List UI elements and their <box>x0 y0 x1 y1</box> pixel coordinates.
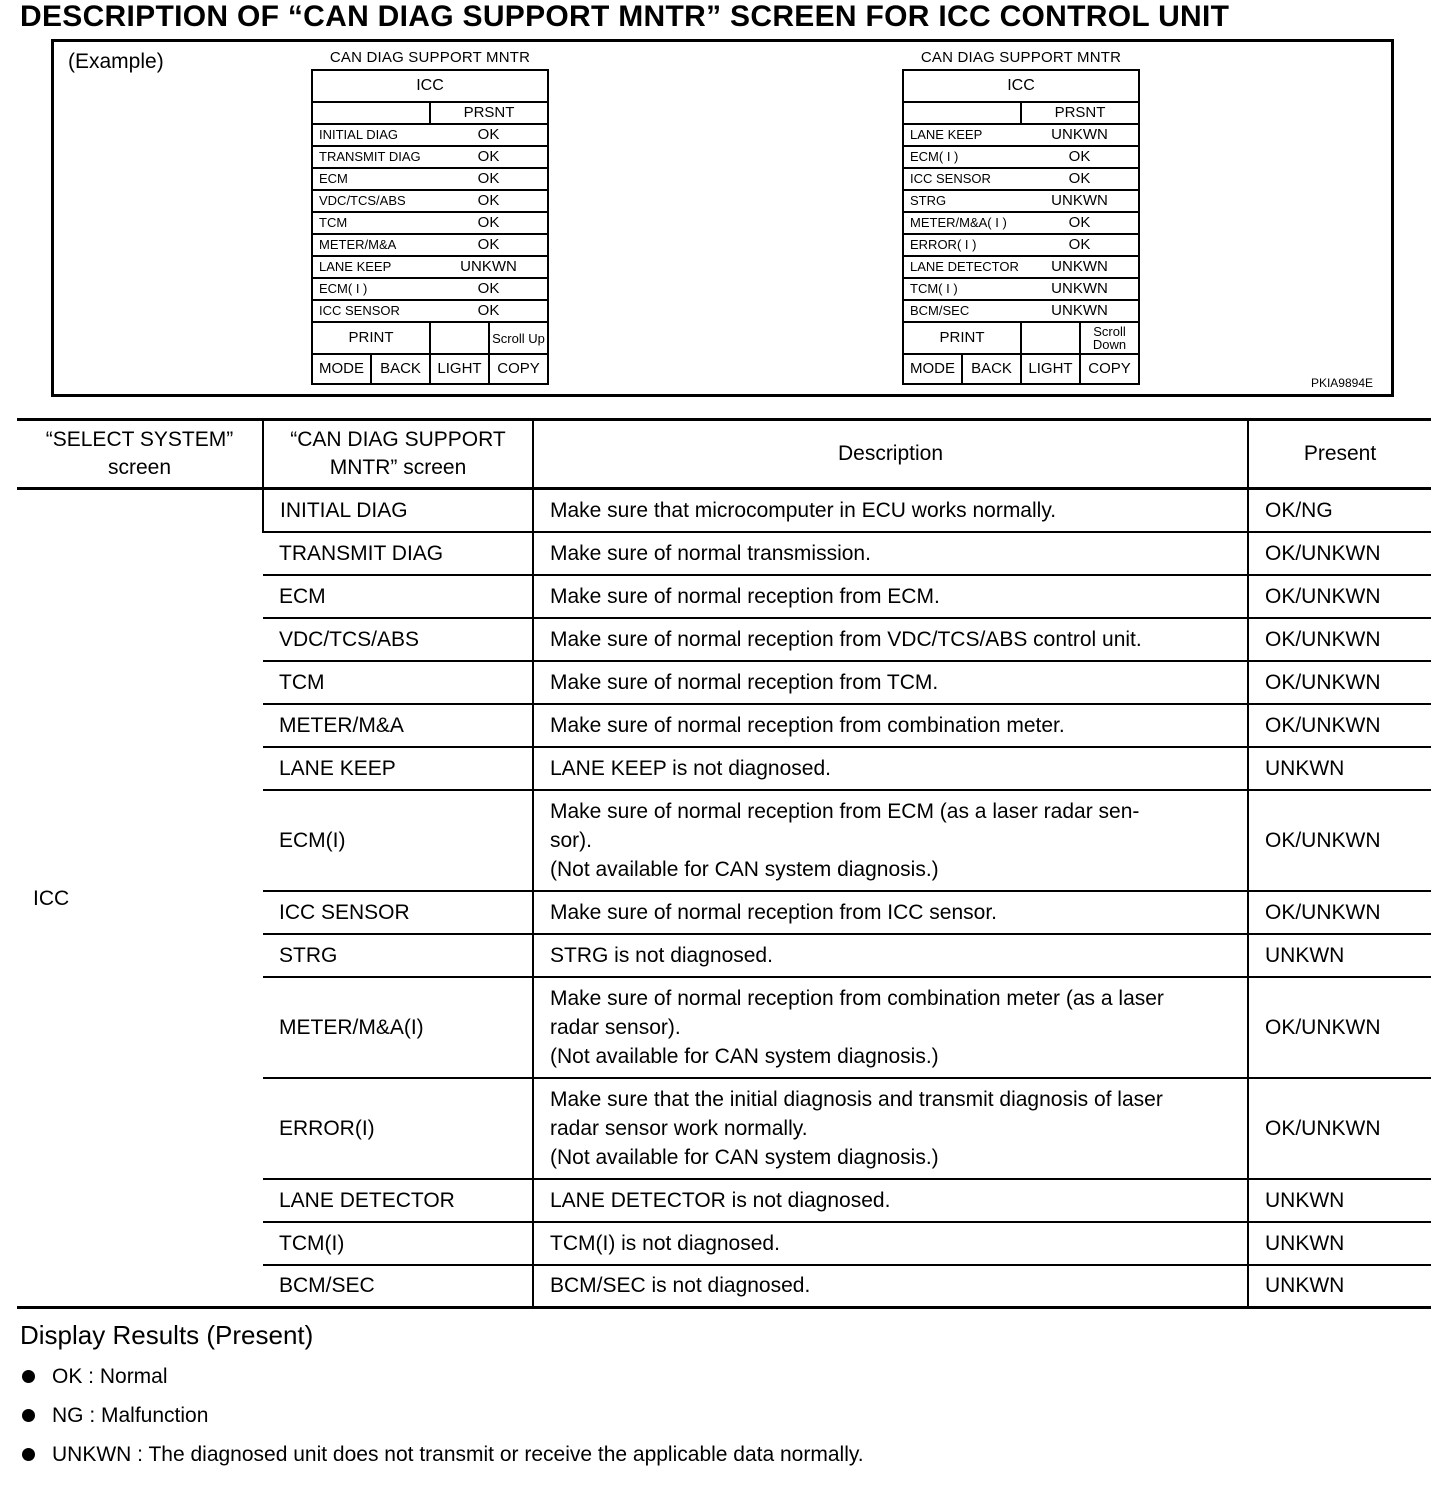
example-label: (Example) <box>68 50 164 73</box>
screen-row <box>903 256 1139 278</box>
bullet-icon <box>22 1409 35 1422</box>
screen-row-name: STRG <box>903 190 1021 212</box>
screen-row <box>312 256 548 278</box>
present-cell: OK/UNKWN <box>1248 891 1431 934</box>
mode-button[interactable]: MODE <box>903 354 962 384</box>
present-cell: OK/NG <box>1248 489 1431 532</box>
screen-blank-header <box>312 102 430 124</box>
back-button[interactable]: BACK <box>371 354 430 384</box>
page-title: DESCRIPTION OF “CAN DIAG SUPPORT MNTR” SCREEN FOR ICC CONTROL UNIT <box>20 0 1230 33</box>
present-cell: OK/UNKWN <box>1248 618 1431 661</box>
screen-row-name: ECM( I ) <box>903 146 1021 168</box>
screen-row <box>903 168 1139 190</box>
present-cell: UNKWN <box>1248 1179 1431 1222</box>
description-cell: TCM(I) is not diagnosed. <box>533 1222 1248 1265</box>
screen-row-value: OK <box>430 278 548 300</box>
copy-button[interactable]: COPY <box>489 354 548 384</box>
bullet-icon <box>22 1370 35 1383</box>
screen-caption: CAN DIAG SUPPORT MNTR <box>329 49 531 66</box>
blank-button <box>1021 322 1080 354</box>
copy-button[interactable]: COPY <box>1080 354 1139 384</box>
description-cell: Make sure of normal reception from combination meter. <box>533 704 1248 747</box>
description-cell: STRG is not diagnosed. <box>533 934 1248 977</box>
screen-row-value: OK <box>430 190 548 212</box>
bullet-icon <box>22 1448 35 1461</box>
item-cell: STRG <box>263 934 533 977</box>
description-line: (Not available for CAN system diagnosis.) <box>550 1145 939 1169</box>
description-cell: LANE DETECTOR is not diagnosed. <box>533 1179 1248 1222</box>
mode-button[interactable]: MODE <box>312 354 371 384</box>
screen-row-name: LANE KEEP <box>903 124 1021 146</box>
print-button[interactable]: PRINT <box>312 322 430 354</box>
list-item <box>20 1365 864 1404</box>
description-cell: Make sure of normal transmission. <box>533 532 1248 575</box>
scroll-down-button[interactable]: Scroll Down <box>1080 322 1139 354</box>
result-text: NG : Malfunction <box>52 1404 209 1427</box>
description-cell: Make sure of normal reception from VDC/TCS/ABS control unit. <box>533 618 1248 661</box>
description-line: (Not available for CAN system diagnosis.) <box>550 857 939 881</box>
screen-row-name: LANE DETECTOR <box>903 256 1021 278</box>
scroll-up-button[interactable]: Scroll Up <box>489 322 548 354</box>
description-cell <box>533 790 1248 891</box>
example-screen-2 <box>902 47 1140 385</box>
screen-row-value: UNKWN <box>430 256 548 278</box>
present-cell: OK/UNKWN <box>1248 977 1431 1078</box>
light-button[interactable]: LIGHT <box>1021 354 1080 384</box>
blank-button <box>430 322 489 354</box>
screen-row-value: OK <box>430 124 548 146</box>
present-cell: UNKWN <box>1248 934 1431 977</box>
screen-row-value: UNKWN <box>1021 124 1139 146</box>
item-cell: TCM(I) <box>263 1222 533 1265</box>
item-cell: BCM/SEC <box>263 1265 533 1308</box>
item-cell: METER/M&A <box>263 704 533 747</box>
description-cell: Make sure of normal reception from ECM. <box>533 575 1248 618</box>
header-present: Present <box>1248 420 1431 489</box>
screen-column-header: PRSNT <box>430 102 548 124</box>
screen-row <box>903 212 1139 234</box>
screen-row-name: ECM <box>312 168 430 190</box>
example-screen-1 <box>311 47 549 385</box>
header-can-diag: “CAN DIAG SUPPORT MNTR” screen <box>263 420 533 489</box>
screen-row <box>903 278 1139 300</box>
description-line: Make sure that the initial diagnosis and transmit diagnosis of laser <box>550 1087 1163 1111</box>
item-cell: TCM <box>263 661 533 704</box>
screen-row-value: OK <box>430 234 548 256</box>
item-cell: METER/M&A(I) <box>263 977 533 1078</box>
screen-row-value: OK <box>430 146 548 168</box>
screen-row-name: LANE KEEP <box>312 256 430 278</box>
screen-row <box>312 234 548 256</box>
present-cell: UNKWN <box>1248 747 1431 790</box>
screen-row <box>312 124 548 146</box>
description-cell: Make sure that microcomputer in ECU works normally. <box>533 489 1248 532</box>
screen-row-value: UNKWN <box>1021 278 1139 300</box>
screen-row <box>312 146 548 168</box>
screen-row <box>903 124 1139 146</box>
present-cell: OK/UNKWN <box>1248 661 1431 704</box>
screen-row-value: OK <box>430 168 548 190</box>
screen-row-value: OK <box>1021 168 1139 190</box>
screen-row-name: METER/M&A <box>312 234 430 256</box>
print-button[interactable]: PRINT <box>903 322 1021 354</box>
item-cell: INITIAL DIAG <box>263 489 533 532</box>
light-button[interactable]: LIGHT <box>430 354 489 384</box>
screen-row-value: OK <box>430 300 548 322</box>
screen-table <box>311 69 549 385</box>
screen-row-value: UNKWN <box>1021 256 1139 278</box>
item-cell: ERROR(I) <box>263 1078 533 1179</box>
screen-row-value: OK <box>430 212 548 234</box>
item-cell: ECM(I) <box>263 790 533 891</box>
screen-row-name: ICC SENSOR <box>903 168 1021 190</box>
list-item <box>20 1404 864 1443</box>
item-cell: LANE DETECTOR <box>263 1179 533 1222</box>
item-cell: LANE KEEP <box>263 747 533 790</box>
header-select-system: “SELECT SYSTEM” screen <box>17 420 263 489</box>
screen-row-value: OK <box>1021 146 1139 168</box>
screen-blank-header <box>903 102 1021 124</box>
description-line: Make sure of normal reception from ECM (as a laser radar sen- <box>550 799 1140 823</box>
item-cell: ICC SENSOR <box>263 891 533 934</box>
description-cell <box>533 977 1248 1078</box>
screen-row <box>312 168 548 190</box>
screen-table <box>902 69 1140 385</box>
description-cell: LANE KEEP is not diagnosed. <box>533 747 1248 790</box>
description-line: (Not available for CAN system diagnosis.) <box>550 1044 939 1068</box>
screen-row-name: METER/M&A( I ) <box>903 212 1021 234</box>
item-cell: TRANSMIT DIAG <box>263 532 533 575</box>
screen-row <box>312 300 548 322</box>
screen-row-value: OK <box>1021 234 1139 256</box>
screen-row-value: OK <box>1021 212 1139 234</box>
results-heading: Display Results (Present) <box>20 1320 314 1350</box>
description-line: radar sensor). <box>550 1015 681 1039</box>
screen-system: ICC <box>903 70 1139 102</box>
screen-row-name: ECM( I ) <box>312 278 430 300</box>
present-cell: UNKWN <box>1248 1222 1431 1265</box>
description-table <box>17 418 1431 1309</box>
screen-row <box>312 212 548 234</box>
list-item <box>20 1443 864 1482</box>
table-row <box>17 489 1431 532</box>
system-cell: ICC <box>17 489 263 1308</box>
present-cell: OK/UNKWN <box>1248 790 1431 891</box>
example-figure <box>51 39 1394 397</box>
screen-row-value: UNKWN <box>1021 190 1139 212</box>
results-list <box>20 1365 864 1482</box>
present-cell: OK/UNKWN <box>1248 575 1431 618</box>
present-cell: UNKWN <box>1248 1265 1431 1308</box>
screen-row-value: UNKWN <box>1021 300 1139 322</box>
screen-column-header: PRSNT <box>1021 102 1139 124</box>
screen-row-name: BCM/SEC <box>903 300 1021 322</box>
header-description: Description <box>533 420 1248 489</box>
table-header-row <box>17 420 1431 489</box>
screen-row <box>903 146 1139 168</box>
present-cell: OK/UNKWN <box>1248 704 1431 747</box>
screen-row-name: VDC/TCS/ABS <box>312 190 430 212</box>
screen-row-name: TCM( I ) <box>903 278 1021 300</box>
screen-row <box>903 190 1139 212</box>
screen-system: ICC <box>312 70 548 102</box>
item-cell: VDC/TCS/ABS <box>263 618 533 661</box>
screen-row <box>903 300 1139 322</box>
screen-row <box>312 190 548 212</box>
description-line: sor). <box>550 828 592 852</box>
figure-id: PKIA9894E <box>1310 376 1373 390</box>
present-cell: OK/UNKWN <box>1248 1078 1431 1179</box>
description-cell: Make sure of normal reception from TCM. <box>533 661 1248 704</box>
item-cell: ECM <box>263 575 533 618</box>
screen-row-name: INITIAL DIAG <box>312 124 430 146</box>
description-line: Make sure of normal reception from combination meter (as a laser <box>550 986 1164 1010</box>
display-results <box>20 1320 864 1482</box>
description-cell <box>533 1078 1248 1179</box>
screen-row-name: TCM <box>312 212 430 234</box>
back-button[interactable]: BACK <box>962 354 1021 384</box>
screen-caption: CAN DIAG SUPPORT MNTR <box>920 49 1122 66</box>
description-cell: BCM/SEC is not diagnosed. <box>533 1265 1248 1308</box>
present-cell: OK/UNKWN <box>1248 532 1431 575</box>
screen-row <box>903 234 1139 256</box>
result-text: UNKWN : The diagnosed unit does not transmit or receive the applicable data normally. <box>52 1443 864 1466</box>
screen-row-name: ERROR( I ) <box>903 234 1021 256</box>
result-text: OK : Normal <box>52 1365 168 1388</box>
description-line: radar sensor work normally. <box>550 1116 808 1140</box>
description-cell: Make sure of normal reception from ICC sensor. <box>533 891 1248 934</box>
screen-row <box>312 278 548 300</box>
screen-row-name: ICC SENSOR <box>312 300 430 322</box>
screen-row-name: TRANSMIT DIAG <box>312 146 430 168</box>
